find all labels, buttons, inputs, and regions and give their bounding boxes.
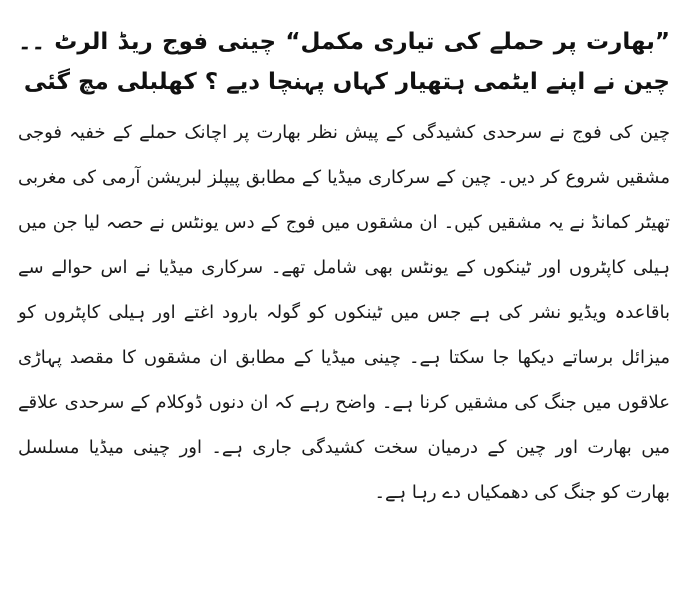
article-body: چین کی فوج نے سرحدی کشیدگی کے پیش نظر بھارت پر اچانک حملے کے خفیہ فوجی مشقیں شروع کر دیں۔ چین کے سرکاری میڈیا کے مطابق پیپلز لبریشن آرمی کی مغربی تھیٹر کمانڈ نے یہ مشقیں کیں۔ ان مشقوں میں فوج کے دس یونٹس نے حصہ لیا جن میں ہیلی کاپٹروں اور ٹینکوں کے یونٹس بھی شامل تھے۔ سرکاری میڈیا نے اس حوالے سے باقاعدہ ویڈیو نشر کی ہے جس میں ٹینکوں کو گولہ بارود اغتے اور ہیلی کاپٹروں کو میزائل برساتے دیکھا جا سکتا ہے۔ چینی میڈیا کے مطابق ان مشقوں کا مقصد پہاڑی علاقوں میں جنگ کی مشقیں کرنا ہے۔ واضح رہے کہ ان دنوں ڈوکلام کے سرحدی علاقے میں بھارت اور چین کے درمیان سخت کشیدگی جاری ہے۔ اور چینی میڈیا مسلسل بھارت کو جنگ کی دھمکیاں دے رہا ہے۔ [18,122,670,503]
news-article [18,22,670,515]
article-headline: ”بھارت پر حملے کی تیاری مکمل“ چینی فوج ریڈ الرٹ ۔۔ چین نے اپنے ایٹمی ہتھیار کہاں پہنچا دیے ؟ کھلبلی مچ گئی [18,29,670,95]
